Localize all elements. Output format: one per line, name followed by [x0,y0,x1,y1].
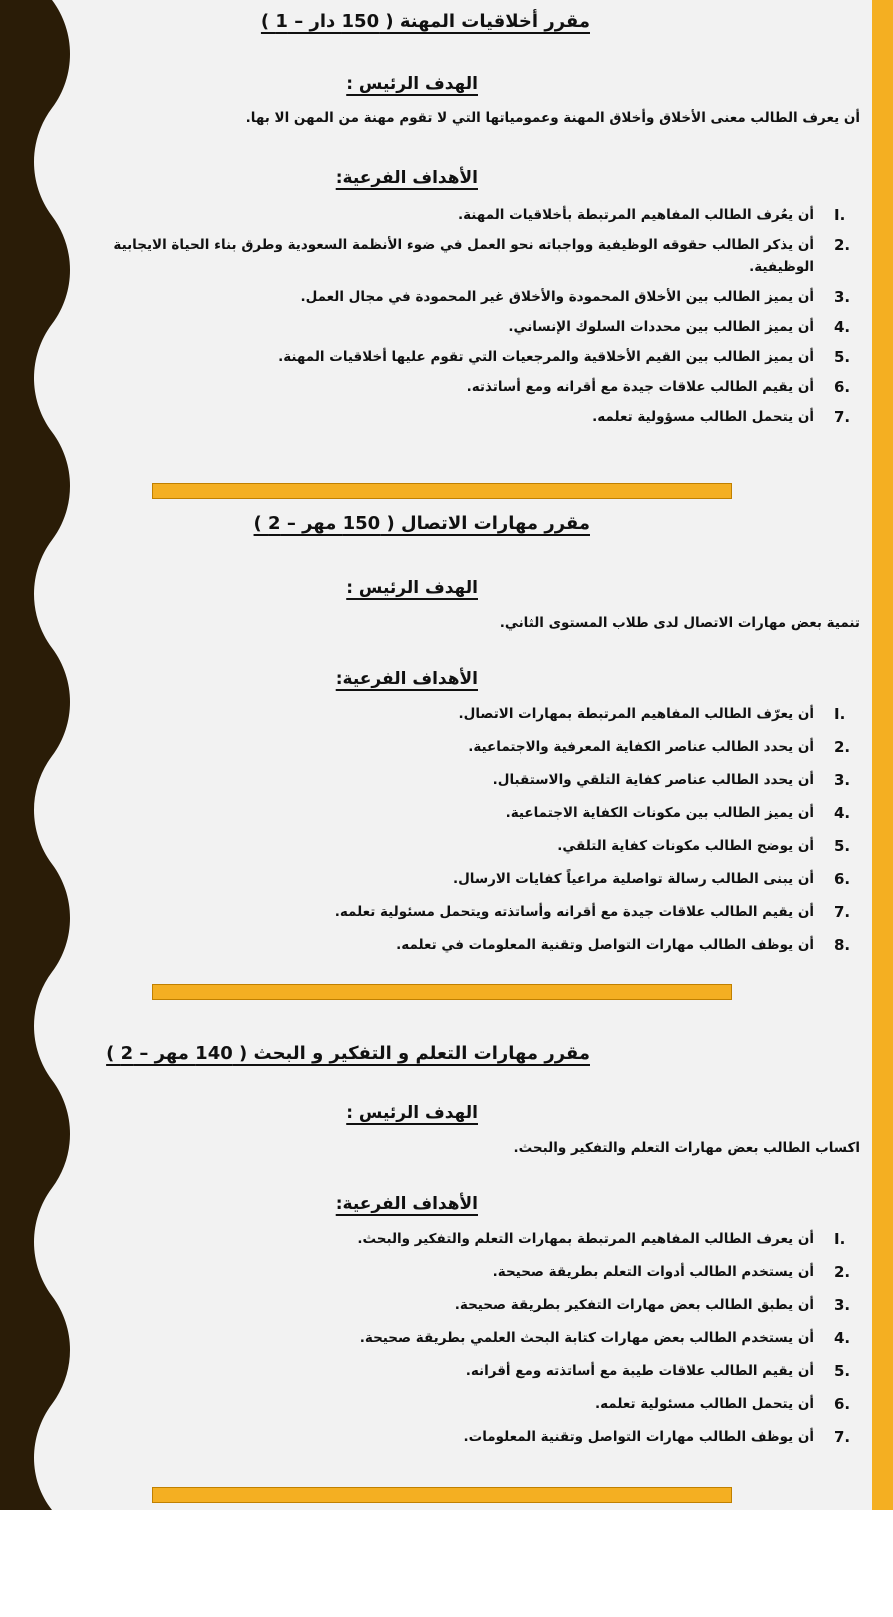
list-item [60,901,862,923]
list-item-text: أن يقيم الطالب علاقات جيدة مع أقرانه وأساتذته ويتحمل مسئولية تعلمه. [334,904,814,920]
list-item [60,204,862,226]
list-item [60,376,862,398]
list-item [60,703,862,725]
list-item-number: 6. [834,378,851,396]
list-item-text: أن يقيم الطالب علاقات جيدة مع أقرانه ومع أساتذته. [466,379,814,395]
list-item-number: 5. [834,837,851,855]
main-goal-heading: الهدف الرئيس : [346,578,478,598]
list-item-text: أن يبنى الطالب رسالة تواصلية مراعياً كفايات الارسال. [452,871,814,887]
list-item [60,802,862,824]
section-divider [152,483,732,499]
list-item-number: I. [834,705,846,723]
list-item-text: أن يتحمل الطالب مسئولية تعلمه. [594,1396,814,1412]
list-item-number: 7. [834,903,851,921]
list-item-text: أن يستخدم الطالب أدوات التعلم بطريقة صحيحة. [492,1264,814,1280]
list-item-text: أن يميز الطالب بين القيم الأخلاقية والمرجعيات التي تقوم عليها أخلاقيات المهنة. [278,349,814,365]
list-item-text: أن يعرف الطالب المفاهيم المرتبطة بمهارات التعلم والتفكير والبحث. [357,1231,814,1247]
main-goal-heading: الهدف الرئيس : [346,1103,478,1123]
list-item-number: 5. [834,348,851,366]
list-item-text: أن يطبق الطالب بعض مهارات التفكير بطريقة صحيحة. [454,1297,814,1313]
main-goal-text: تنمية بعض مهارات الاتصال لدى طلاب المستوى الثاني. [499,615,860,631]
list-item [60,1228,862,1250]
list-item-number: 2. [834,236,851,254]
list-item-text: أن يتحمل الطالب مسؤولية تعلمه. [592,409,814,425]
list-item-number: I. [834,206,846,224]
document-content [60,0,866,1510]
list-item-text: أن يميز الطالب بين الأخلاق المحمودة والأخلاق غير المحمودة في مجال العمل. [300,289,814,305]
list-item-number: 6. [834,1395,851,1413]
list-item [60,1393,862,1415]
list-item-text: أن يميز الطالب بين محددات السلوك الإنساني. [508,319,814,335]
list-item-text: أن يقيم الطالب علاقات طيبة مع أساتذته ومع أقرانه. [465,1363,814,1379]
list-item-number: 3. [834,1296,851,1314]
list-item-text: أن يوضح الطالب مكونات كفاية التلقي. [557,838,814,854]
list-item-number: I. [834,1230,846,1248]
list-item [60,1261,862,1283]
list-item [60,346,862,368]
list-item [60,934,862,956]
list-item-text: أن يحدد الطالب عناصر كفاية التلقي والاستقبال. [492,772,814,788]
list-item-text: أن يوظف الطالب مهارات التواصل وتقنية المعلومات في تعلمه. [396,937,814,953]
main-goal-text: اكساب الطالب بعض مهارات التعلم والتفكير والبحث. [513,1140,860,1156]
list-item-text: أن يعرّف الطالب المفاهيم المرتبطة بمهارات الاتصال. [458,706,814,722]
list-item-text: أن يذكر الطالب حقوقه الوظيفية وواجباته نحو العمل في ضوء الأنظمة السعودية وطرق بناء الحياة الايجابية الوظيفية. [113,237,814,275]
list-item [60,736,862,758]
list-item-number: 2. [834,738,851,756]
sub-goals-list [60,1228,862,1448]
list-item [60,1327,862,1349]
list-item-text: أن يحدد الطالب عناصر الكفاية المعرفية والاجتماعية. [468,739,814,755]
list-item-number: 7. [834,408,851,426]
section-divider [152,1487,732,1503]
sub-goals-list [60,703,862,956]
list-item [60,316,862,338]
list-item-number: 4. [834,1329,851,1347]
list-item [60,769,862,791]
right-accent-bar [872,0,893,1510]
list-item-number: 4. [834,318,851,336]
list-item [60,835,862,857]
list-item [60,868,862,890]
course-title: مقرر أخلاقيات المهنة ( 150 دار – 1 ) [260,11,590,32]
list-item-number: 2. [834,1263,851,1281]
list-item-text: أن يستخدم الطالب بعض مهارات كتابة البحث العلمي بطريقة صحيحة. [359,1330,814,1346]
list-item [60,234,862,278]
main-goal-heading: الهدف الرئيس : [346,74,478,94]
list-item [60,1426,862,1448]
list-item [60,1294,862,1316]
list-item-number: 3. [834,771,851,789]
list-item-number: 8. [834,936,851,954]
sub-goals-heading: الأهداف الفرعية: [335,168,478,188]
course-title: مقرر مهارات الاتصال ( 150 مهر – 2 ) [253,513,590,534]
sub-goals-heading: الأهداف الفرعية: [335,1194,478,1214]
list-item-number: 5. [834,1362,851,1380]
list-item [60,286,862,308]
main-goal-text: أن يعرف الطالب معنى الأخلاق وأخلاق المهنة وعمومياتها التي لا تقوم مهنة من المهن الا بها. [245,110,860,126]
course-title: مقرر مهارات التعلم و التفكير و البحث ( 140 مهر – 2 ) [106,1043,590,1064]
list-item-number: 6. [834,870,851,888]
sub-goals-heading: الأهداف الفرعية: [335,669,478,689]
list-item-number: 7. [834,1428,851,1446]
list-item-text: أن يميز الطالب بين مكونات الكفاية الاجتماعية. [505,805,814,821]
sub-goals-list [60,204,862,428]
list-item-number: 4. [834,804,851,822]
list-item-text: أن يوظف الطالب مهارات التواصل وتقنية المعلومات. [463,1429,814,1445]
list-item-text: أن يعُرف الطالب المفاهيم المرتبطة بأخلاقيات المهنة. [457,207,814,223]
list-item-number: 3. [834,288,851,306]
list-item [60,1360,862,1382]
section-divider [152,984,732,1000]
list-item [60,406,862,428]
